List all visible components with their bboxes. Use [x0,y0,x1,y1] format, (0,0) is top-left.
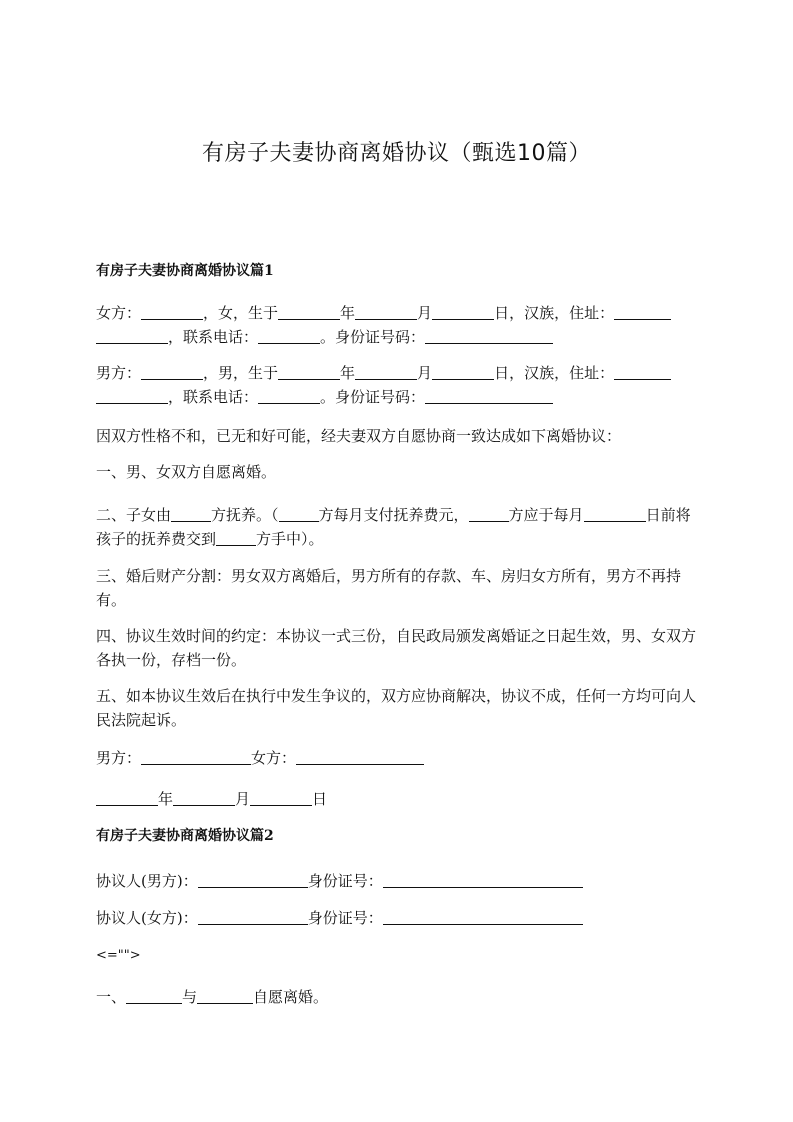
clause-4: 四、协议生效时间的约定：本协议一式三份，自民政局颁发离婚证之日起生效，男、女双方各执一份，存档一份。 [96,627,697,669]
male-address-blank-b [96,388,168,404]
party-male-name-blank [198,872,308,888]
female-phone-blank [258,328,320,344]
day-address-text: 日，汉族，住址： [494,304,615,322]
phone-text: ，联系电话： [168,328,259,346]
date-month-text: 月 [235,790,251,808]
male-birth-year-blank [278,364,340,380]
document-title: 有房子夫妻协商离婚协议（甄选10篇） [202,141,591,166]
party-male-id-blank [383,872,583,888]
clause-3: 三、婚后财产分割：男女双方离婚后，男方所有的存款、车、房归女方所有，男方不再持有。 [96,567,682,609]
female-address-blank-a [614,304,671,320]
male-name-blank [141,364,203,380]
s2-party-b-blank [197,988,253,1004]
year-text: 年 [340,364,356,382]
stray-markup-text: <=""> [96,948,141,963]
female-id-blank [425,328,553,344]
section2-clause-1 [96,985,700,1009]
date-month-blank [173,790,235,806]
male-sign-blank [141,749,251,765]
male-sign-label: 男方： [96,749,142,767]
female-name-blank [141,304,203,320]
date-year-text: 年 [158,790,174,808]
year-text: 年 [340,304,356,322]
female-birth-year-blank [278,304,340,320]
s2-clause1-text-c: 自愿离婚。 [253,988,329,1006]
s2-clause1-text-b: 与 [182,988,198,1006]
party-female-label: 协议人(女方)： [96,909,198,927]
s2-clause1-text-a: 一、 [96,988,127,1006]
party-female-line [96,906,700,930]
male-address-blank-a [614,364,671,380]
party-male-line [96,869,700,893]
s2-party-a-blank [126,988,182,1004]
payer-party-blank-2 [469,506,509,522]
month-text: 月 [417,364,433,382]
receiver-party-blank [216,530,256,546]
male-birth-day-blank [432,364,494,380]
party-female-id-blank [383,909,583,925]
date-day-blank [250,790,312,806]
clause2-text-d: 方应于每月 [508,506,584,524]
female-label: 女方： [96,304,142,322]
pay-day-blank [584,506,646,522]
female-sign-blank [296,749,424,765]
party-female-id-label: 身份证号： [307,909,383,927]
month-text: 月 [417,304,433,322]
payer-party-blank [279,506,319,522]
female-birth-day-blank [432,304,494,320]
female-gender-text: ，女，生于 [203,304,279,322]
phone-text: ，联系电话： [168,388,259,406]
id-text: 。身份证号码： [320,388,426,406]
date-line [96,787,700,811]
clause2-text-c: 方每月支付抚养费元， [318,506,469,524]
party-male-label: 协议人(男方)： [96,872,198,890]
male-phone-blank [258,388,320,404]
party-female-name-blank [198,909,308,925]
date-year-blank [96,790,158,806]
signature-line [96,746,700,770]
female-info-paragraph [96,301,700,349]
female-sign-label: 女方： [251,749,297,767]
male-birth-month-blank [355,364,417,380]
male-label: 男方： [96,364,142,382]
male-id-blank [425,388,553,404]
clause2-text-e: 日前将孩子的抚养费交到 [96,506,691,548]
party-male-id-label: 身份证号： [307,872,383,890]
date-day-text: 日 [312,790,328,808]
day-address-text: 日，汉族，住址： [494,364,615,382]
clause2-text-b: 方抚养。（ [211,506,279,524]
clause-1: 一、男、女双方自愿离婚。 [96,463,277,481]
intro-paragraph: 因双方性格不和，已无和好可能，经夫妻双方自愿协商一致达成如下离婚协议： [96,427,622,445]
section2-heading: 有房子夫妻协商离婚协议篇2 [96,828,274,844]
clause-5: 五、如本协议生效后在执行中发生争议的，双方应协商解决，协议不成，任何一方均可向人民法院起诉。 [96,687,697,729]
clause2-text-f: 方手中）。 [256,530,324,548]
clause-2 [96,503,700,551]
section1-heading: 有房子夫妻协商离婚协议篇1 [96,263,274,279]
female-address-blank-b [96,328,168,344]
male-info-paragraph [96,361,700,409]
clause2-text-a: 二、子女由 [96,506,172,524]
male-gender-text: ，男，生于 [203,364,279,382]
female-birth-month-blank [355,304,417,320]
custody-party-blank [171,506,211,522]
id-text: 。身份证号码： [320,328,426,346]
